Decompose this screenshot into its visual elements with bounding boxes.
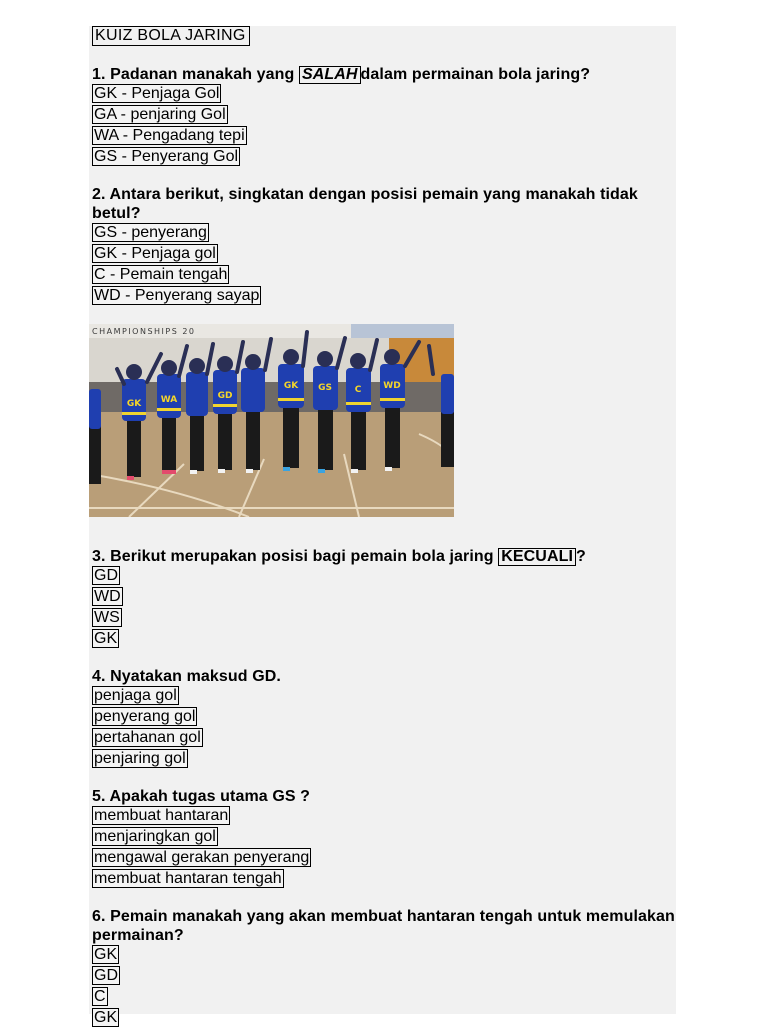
- q1-option-2[interactable]: GA - penjaring Gol: [94, 106, 226, 123]
- q1-option-4[interactable]: GS - Penyerang Gol: [94, 148, 239, 165]
- question-1-text: 1. Padanan manakah yang: [92, 66, 299, 83]
- question-1: [92, 65, 676, 84]
- q3-option-3[interactable]: WS: [94, 609, 120, 626]
- q4-option-1[interactable]: penjaga gol: [94, 687, 177, 704]
- question-1-highlight: SALAH: [299, 66, 361, 84]
- quiz-content-lower: [92, 547, 676, 1029]
- q4-option-4[interactable]: penjaring gol: [94, 750, 186, 767]
- quiz-page: [89, 26, 676, 1026]
- q2-option-3[interactable]: C - Pemain tengah: [94, 266, 228, 283]
- q1-option-1[interactable]: GK - Penjaga Gol: [94, 85, 220, 102]
- q3-option-1[interactable]: GD: [94, 567, 118, 584]
- question-6: 6. Pemain manakah yang akan membuat hantaran tengah untuk memulakan permainan?: [92, 908, 675, 944]
- netball-team-photo: [89, 324, 454, 517]
- q2-option-1[interactable]: GS - penyerang: [94, 224, 207, 241]
- quiz-content: [92, 26, 676, 307]
- bib-gd: GD: [217, 391, 233, 401]
- quiz-title: KUIZ BOLA JARING: [92, 26, 250, 46]
- question-3-text: 3. Berikut merupakan posisi bagi pemain bola jaring: [92, 548, 499, 565]
- question-3: [92, 547, 676, 566]
- q5-option-3[interactable]: mengawal gerakan penyerang: [94, 849, 310, 866]
- question-5: 5. Apakah tugas utama GS ?: [92, 788, 311, 805]
- q6-option-2[interactable]: GD: [94, 967, 118, 984]
- question-3-text-end: ?: [576, 548, 586, 565]
- bib-wa: WA: [160, 395, 178, 405]
- q6-option-1[interactable]: GK: [94, 946, 118, 963]
- q6-option-3[interactable]: C: [94, 988, 106, 1005]
- question-1-text-end: dalam permainan bola jaring?: [360, 66, 591, 83]
- bib-gk-2: GK: [283, 381, 299, 391]
- q2-option-2[interactable]: GK - Penjaga gol: [94, 245, 216, 262]
- q4-option-2[interactable]: penyerang gol: [94, 708, 196, 725]
- bib-gk-1: GK: [126, 399, 142, 409]
- q5-option-1[interactable]: membuat hantaran: [94, 807, 229, 824]
- bib-wd: WD: [383, 381, 401, 391]
- q2-option-4[interactable]: WD - Penyerang sayap: [94, 287, 260, 304]
- q5-option-2[interactable]: menjaringkan gol: [94, 828, 216, 845]
- q1-option-3[interactable]: WA - Pengadang tepi: [94, 127, 245, 144]
- question-4: 4. Nyatakan maksud GD.: [92, 668, 281, 685]
- q6-option-4[interactable]: GK: [94, 1009, 118, 1026]
- question-3-highlight: KECUALI: [498, 548, 576, 566]
- bib-gs: GS: [318, 383, 332, 393]
- q4-option-3[interactable]: pertahanan gol: [94, 729, 201, 746]
- q3-option-2[interactable]: WD: [94, 588, 121, 605]
- q5-option-4[interactable]: membuat hantaran tengah: [94, 870, 282, 887]
- question-2: 2. Antara berikut, singkatan dengan posisi pemain yang manakah tidak betul?: [92, 186, 638, 222]
- arena-banner-text: CHAMPIONSHIPS 20: [92, 327, 196, 336]
- q3-option-4[interactable]: GK: [94, 630, 118, 647]
- bib-c: C: [354, 385, 362, 395]
